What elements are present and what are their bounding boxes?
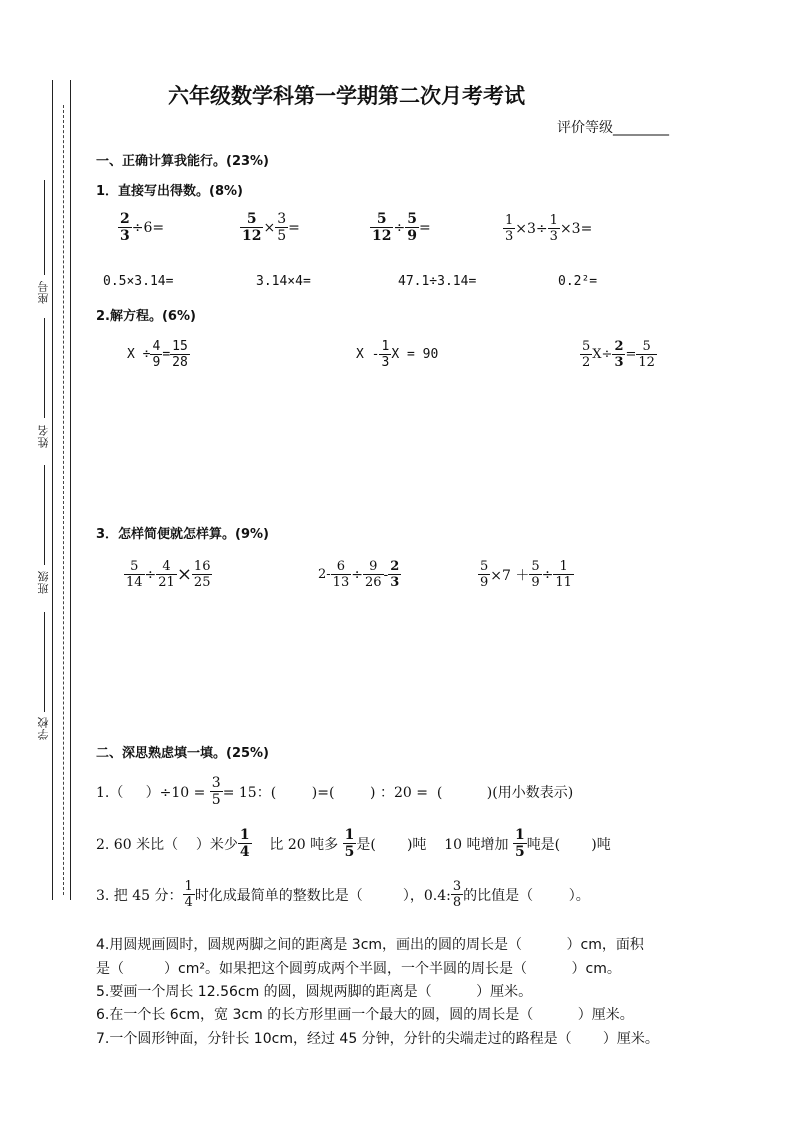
margin-cut-line: [63, 105, 64, 895]
q3-expr-1: $\frac{5}{14}$ ÷ $\frac{4}{21}$ × $\frac{16}{25}$: [126, 559, 211, 590]
school-label: 学校: [37, 716, 50, 740]
part2-item-3: 3. 把 45 分： $\frac{1}{4}$ 时化成最简单的整数比是（ ），0.4: $\frac{3}{8}$ 的比值是（ ）。: [96, 879, 590, 910]
margin-line-left: [52, 80, 53, 900]
q1-row2-item-2: 3.14×4=: [256, 274, 311, 289]
part2-heading: 二、深思熟虑填一填。(25%): [96, 746, 269, 761]
part2-item-1: 1.（ ）÷10 = $\frac{3}{5}$ = 15：( )=( ) ：20 = ( )(用小数表示): [96, 775, 574, 808]
part2-item-5: 5.要画一个周长 12.56cm 的圆，圆规两脚的距离是（ ）厘米。: [96, 984, 533, 1000]
q3-expr-3: $\frac{5}{9}$ ×7 ＋ $\frac{5}{9}$ ÷ $\frac{1}{11}$: [480, 559, 572, 590]
q2-equation-2: X - $\frac{1}{3}$ X = 90: [356, 339, 439, 370]
part2-item-4-line-2: 是（ ）cm²。如果把这个圆剪成两个半圆，一个半圆的周长是（ ）cm。: [96, 961, 621, 977]
q1-heading: 1．直接写出得数。(8%): [96, 184, 243, 199]
q3-heading: 3．怎样简便就怎样算。(9%): [96, 527, 269, 542]
part2-item-4-line-1: 4.用圆规画圆时，圆规两脚之间的距离是 3cm，画出的圆的周长是（ ）cm，面积: [96, 937, 644, 953]
q1-expr-4: $\frac{1}{3}$ ×3÷ $\frac{1}{3}$ ×3=: [505, 213, 593, 244]
class-rule: [44, 465, 45, 565]
name-label: 姓名: [37, 424, 50, 448]
q2-equation-3: $\frac{5}{2}$ X÷ $\frac{2}{3}$ = $\frac{5}{12}$: [582, 339, 655, 370]
margin-line-right: [70, 80, 71, 900]
part2-item-7: 7.一个圆形钟面，分针长 10cm，经过 45 分钟，分针的尖端走过的路程是（ ）厘米。: [96, 1031, 659, 1047]
part2-item-6: 6.在一个长 6cm，宽 3cm 的长方形里画一个最大的圆，圆的周长是（ ）厘米。: [96, 1007, 634, 1023]
q1-expr-1: $\frac{2}{3}$ ÷6=: [120, 211, 165, 244]
q2-heading: 2.解方程。(6%): [96, 309, 196, 324]
page-title: 六年级数学科第一学期第二次月考考试: [168, 84, 525, 108]
q1-row2-item-1: 0.5×3.14=: [103, 274, 174, 289]
q3-expr-2: 2- $\frac{6}{13}$ ÷ $\frac{9}{26}$ - $\frac{2}{3}$: [318, 559, 400, 590]
part1-heading: 一、正确计算我能行。(23%): [96, 154, 269, 169]
q2-equation-1: X ÷ $\frac{4}{9}$ = $\frac{15}{28}$: [127, 339, 188, 370]
q1-expr-2: $\frac{5}{12}$ × $\frac{3}{5}$ =: [242, 211, 300, 244]
q1-row2-item-3: 47.1÷3.14=: [398, 274, 477, 289]
q1-row2-item-4: 0.2²=: [558, 274, 598, 289]
school-rule: [44, 612, 45, 712]
part2-item-2: 2. 60 米比（ ）米少 $\frac{1}{4}$ 比 20 吨多 $\frac{1}{5}$ 是( )吨 10 吨增加 $\frac{1}{5}$ 吨是( )吨: [96, 827, 611, 860]
q1-expr-3: $\frac{5}{12}$ ÷ $\frac{5}{9}$ =: [372, 211, 431, 244]
grade-label: 评价等级________: [557, 120, 669, 136]
class-label: 班级: [37, 570, 50, 594]
exam-no-label: 座号: [37, 280, 50, 304]
exam-no-rule: [44, 180, 45, 275]
name-rule: [44, 318, 45, 418]
